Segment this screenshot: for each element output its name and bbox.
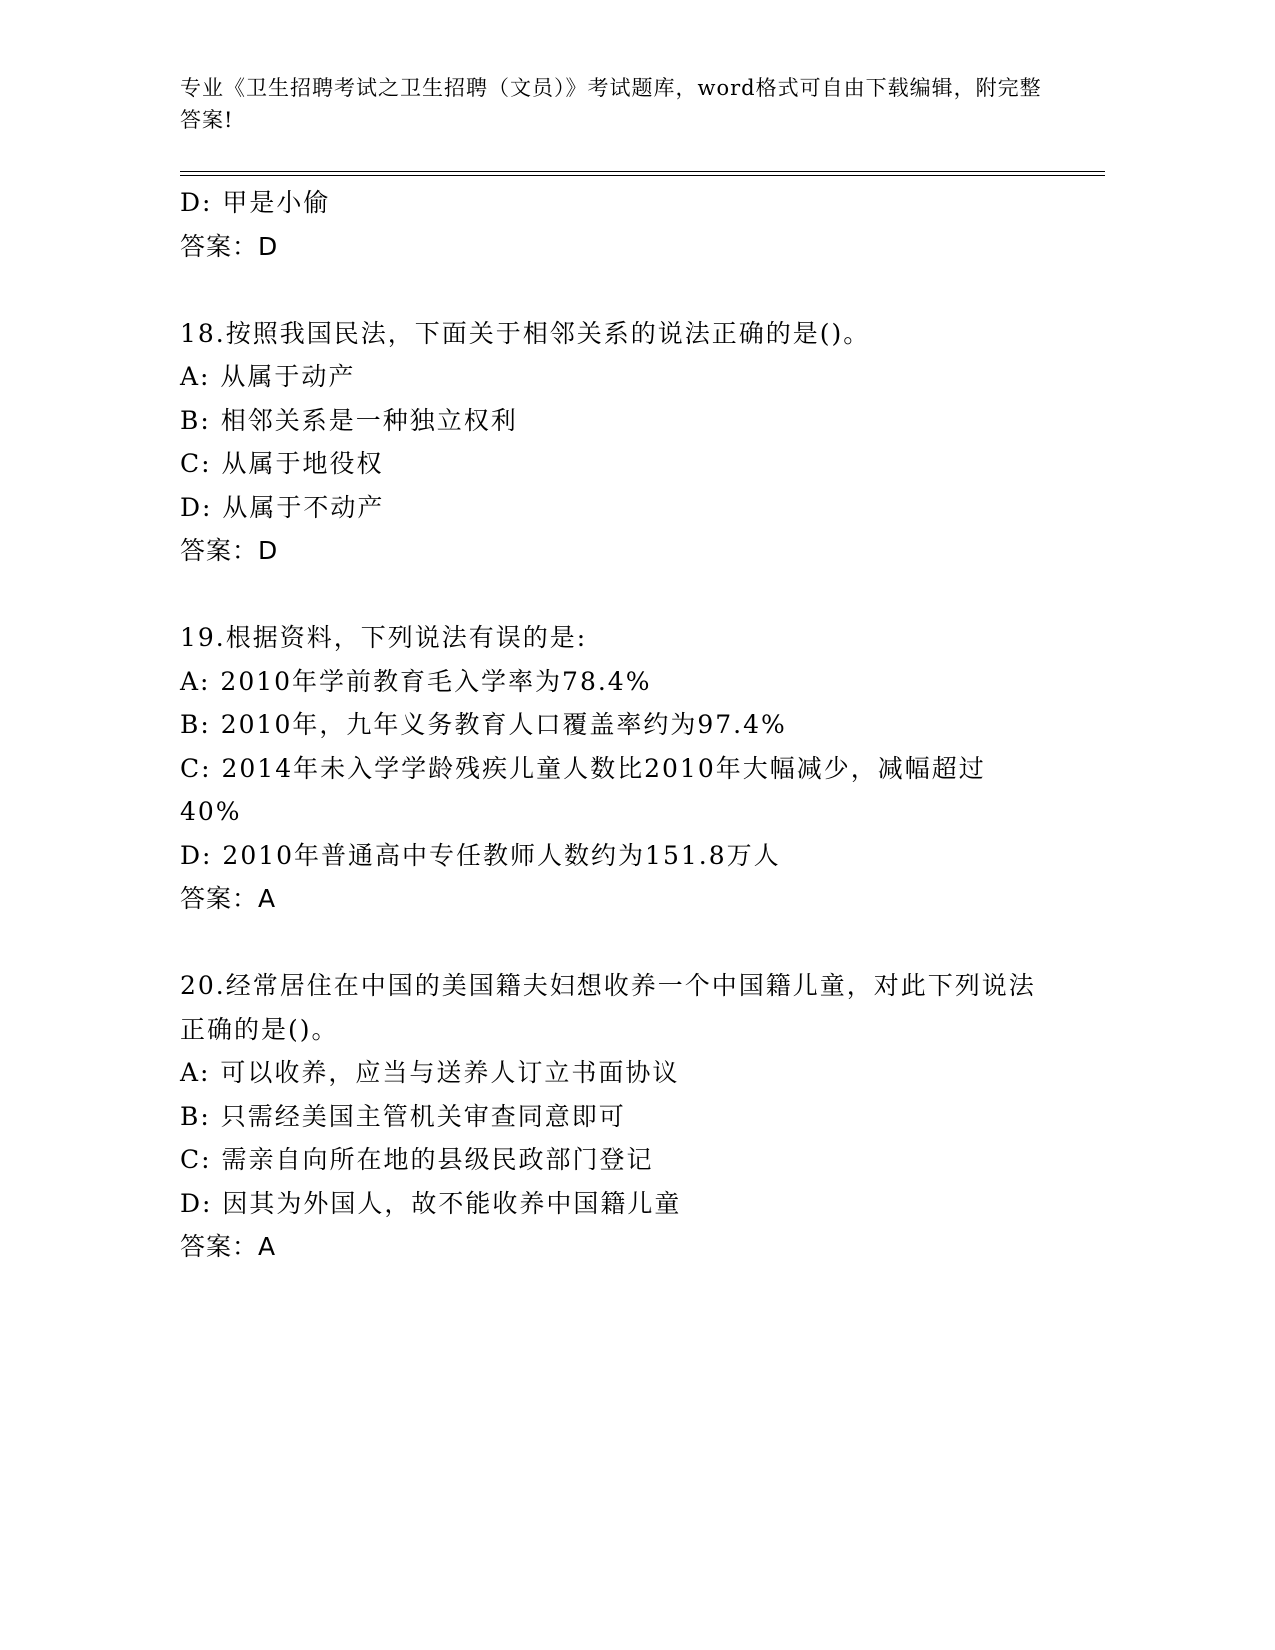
option-d: D: 2010年普通高中专任教师人数约为151.8万人 — [180, 840, 781, 870]
option-a: A: 可以收养，应当与送养人订立书面协议 — [180, 1058, 680, 1087]
option-b: B: 相邻关系是一种独立权利 — [180, 405, 518, 435]
question-content — [180, 181, 1040, 1269]
answer-line: 答案：A — [180, 884, 277, 913]
question-stem: 18.按照我国民法，下面关于相邻关系的说法正确的是()。 — [180, 318, 871, 348]
option-a: A: 2010年学前教育毛入学率为78.4% — [180, 666, 652, 696]
spacer — [180, 921, 1040, 965]
answer-line: 答案：D — [180, 536, 279, 565]
answer-line: 答案：A — [180, 1232, 277, 1261]
option-b: B: 只需经美国主管机关审查同意即可 — [180, 1101, 626, 1131]
option-c: C: 从属于地役权 — [180, 449, 384, 478]
question-19 — [180, 616, 1040, 921]
spacer — [180, 268, 1040, 312]
option-d: D: 从属于不动产 — [180, 492, 385, 522]
question-stem: 19.根据资料，下列说法有误的是: — [180, 623, 588, 652]
question-stem: 20.经常居住在中国的美国籍夫妇想收养一个中国籍儿童，对此下列说法正确的是()。 — [180, 971, 1036, 1044]
option-a: A: 从属于动产 — [180, 362, 356, 391]
header-divider-bottom — [180, 175, 1105, 176]
document-header: 专业《卫生招聘考试之卫生招聘（文员）》考试题库，word格式可自由下载编辑，附完整答案! — [180, 76, 1042, 132]
answer-line: 答案：D — [180, 231, 279, 261]
question-18 — [180, 312, 1040, 573]
header-divider-top — [180, 171, 1105, 172]
option-d: D: 甲是小偷 — [180, 188, 331, 217]
option-c: C: 需亲自向所在地的县级民政部门登记 — [180, 1145, 654, 1174]
question-20 — [180, 964, 1040, 1269]
option-b: B: 2010年，九年义务教育人口覆盖率约为97.4% — [180, 710, 787, 739]
spacer — [180, 573, 1040, 617]
option-c: C: 2014年未入学学龄残疾儿童人数比2010年大幅减少，减幅超过40% — [180, 753, 986, 826]
option-d: D: 因其为外国人，故不能收养中国籍儿童 — [180, 1188, 682, 1218]
